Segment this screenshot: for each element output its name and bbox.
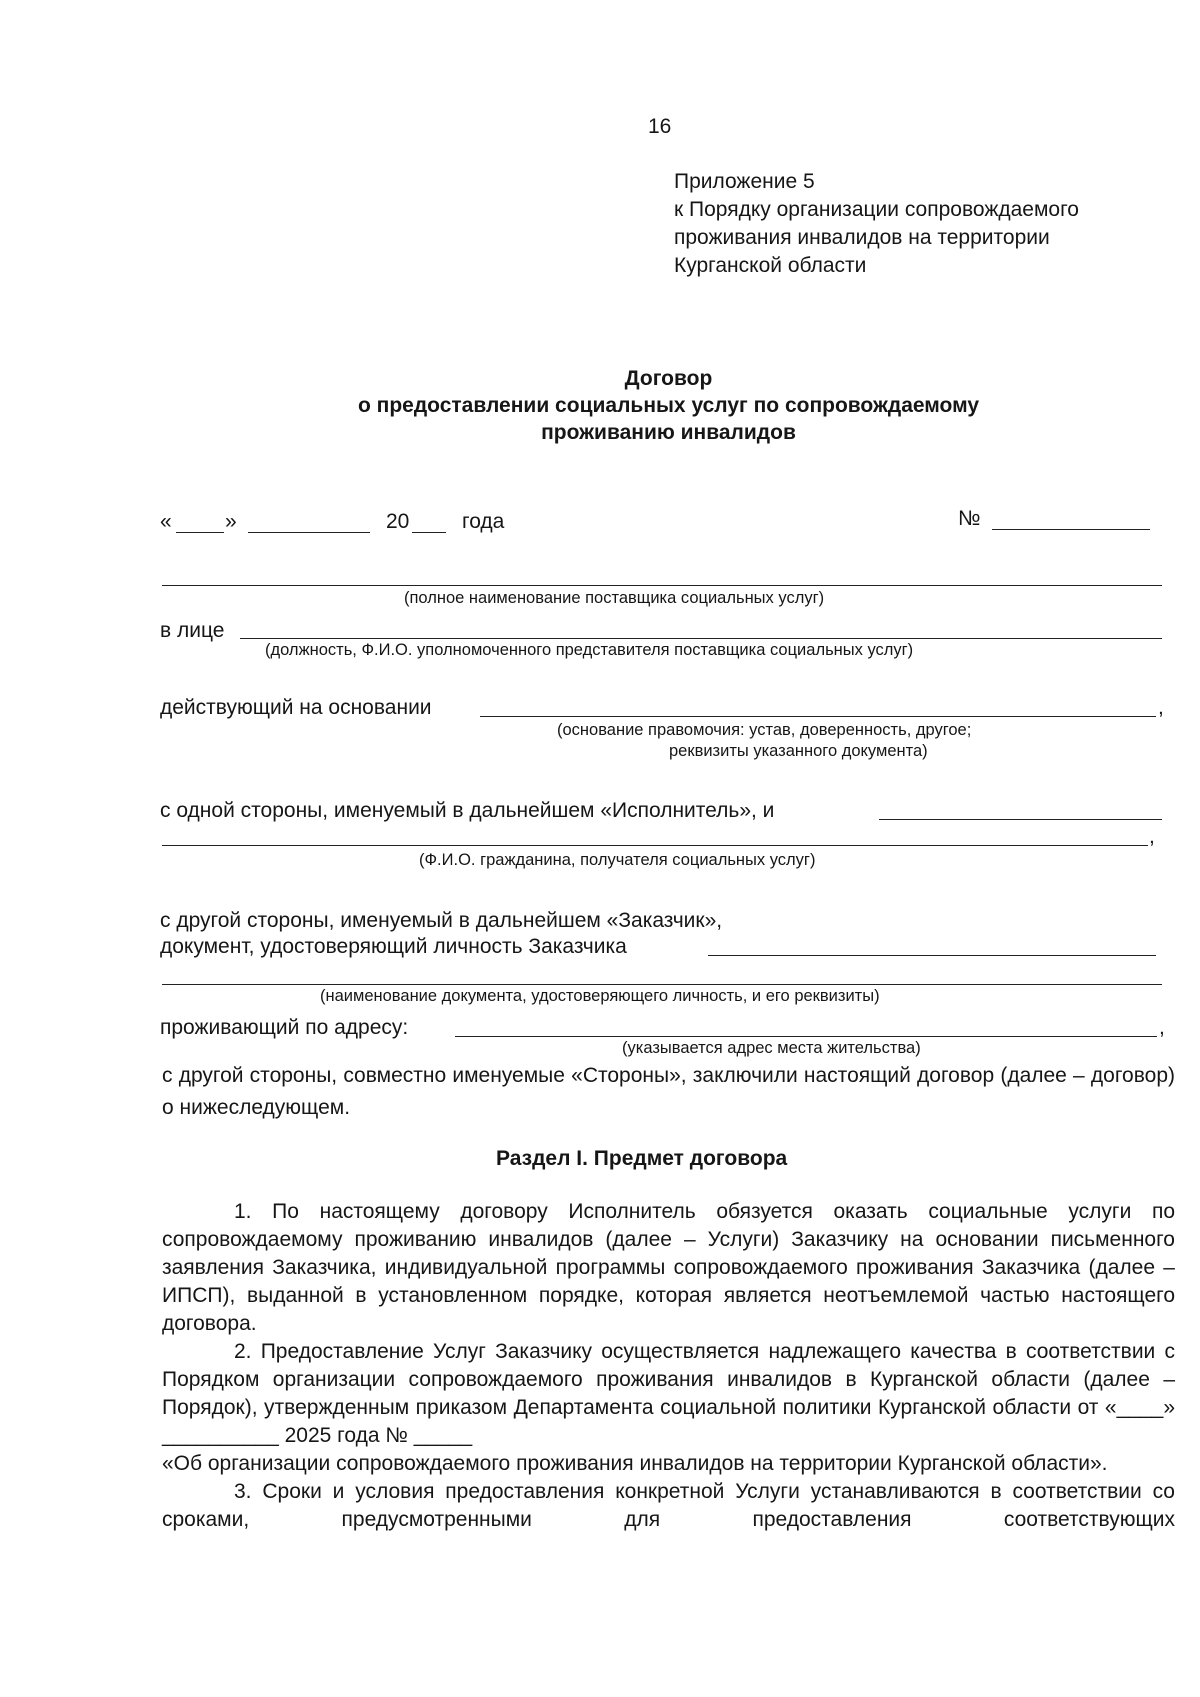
- basis-caption-1: (основание правомочия: устав, доверенность, другое;: [557, 721, 972, 739]
- address-blank[interactable]: [455, 1036, 1157, 1037]
- basis-label: действующий на основании: [160, 696, 432, 719]
- citizen-comma: ,: [1149, 825, 1155, 848]
- clause-1: 1. По настоящему договору Исполнитель обязуется оказать социальные услуги по сопровождаемому проживанию инвалидов (далее – Услуги) Заказчику на основании письменного заявления Заказчика, индивидуальной программы сопровождаемого проживания Заказчика (далее – ИПСП), выданной в установленном порядке, которая является неотъемлемой частью настоящего договора.: [162, 1200, 1175, 1335]
- person-blank[interactable]: [240, 638, 1162, 639]
- appendix-line-4: Курганской области: [674, 254, 867, 277]
- address-comma: ,: [1159, 1016, 1165, 1039]
- citizen-caption: (Ф.И.О. гражданина, получателя социальных услуг): [419, 851, 816, 869]
- title-line-1: Договор: [624, 367, 713, 390]
- title-line-2: о предоставлении социальных услуг по сопровождаемому: [357, 394, 980, 417]
- id-doc-caption: (наименование документа, удостоверяющего личность, и его реквизиты): [320, 987, 880, 1005]
- address-caption: (указывается адрес места жительства): [622, 1039, 921, 1057]
- title-line-3: проживанию инвалидов: [541, 421, 796, 444]
- intro-text: с другой стороны, совместно именуемые «Стороны», заключили настоящий договор (далее – договор) о нижеследующем.: [162, 1064, 1175, 1119]
- section-1-body: [162, 1198, 1175, 1534]
- appendix-line-1: Приложение 5: [674, 170, 815, 193]
- executor-counterparty-blank[interactable]: [879, 819, 1162, 820]
- date-close-quote: »: [225, 510, 237, 533]
- person-label: в лице: [160, 619, 225, 642]
- address-label: проживающий по адресу:: [160, 1016, 409, 1039]
- id-doc-label: документ, удостоверяющий личность Заказчика: [160, 935, 627, 958]
- clause-2: 2. Предоставление Услуг Заказчику осуществляется надлежащего качества в соответствии с Порядком организации сопровождаемого проживания инвалидов в Курганской области (далее – Порядок), утвержденным приказом Департамента социальной политики Курганской области от «____» __________ 2025 года № _____: [162, 1340, 1175, 1447]
- document-title: [162, 365, 1175, 446]
- date-year-prefix: 20: [386, 510, 410, 533]
- date-month-blank[interactable]: [248, 532, 370, 533]
- person-caption: (должность, Ф.И.О. уполномоченного представителя поставщика социальных услуг): [265, 641, 914, 659]
- intro-paragraph: [162, 1060, 1175, 1124]
- basis-comma: ,: [1158, 696, 1164, 719]
- id-doc-blank-2[interactable]: [162, 984, 1162, 985]
- basis-caption-2: реквизиты указанного документа): [669, 742, 928, 760]
- appendix-line-3: проживания инвалидов на территории: [674, 226, 1050, 249]
- clause-3: 3. Сроки и условия предоставления конкретной Услуги устанавливаются в соответствии со сроками, предусмотренными для предоставления соответствующих: [162, 1480, 1175, 1531]
- executor-text: с одной стороны, именуемый в дальнейшем «Исполнитель», и: [160, 799, 775, 822]
- contract-number-blank[interactable]: [992, 529, 1150, 530]
- provider-caption: (полное наименование поставщика социальных услуг): [404, 589, 825, 607]
- appendix-block: [674, 168, 1079, 280]
- citizen-name-blank[interactable]: [162, 845, 1148, 846]
- provider-name-blank[interactable]: [162, 585, 1162, 586]
- page-number: 16: [648, 115, 672, 138]
- basis-blank[interactable]: [480, 716, 1156, 717]
- appendix-line-2: к Порядку организации сопровождаемого: [674, 198, 1079, 221]
- id-doc-blank-1[interactable]: [708, 955, 1156, 956]
- date-year-suffix: года: [462, 510, 505, 533]
- date-year-blank[interactable]: [412, 532, 446, 533]
- date-open-quote: «: [160, 510, 172, 533]
- customer-text: с другой стороны, именуемый в дальнейшем «Заказчик»,: [160, 909, 723, 932]
- date-day-blank[interactable]: [176, 532, 224, 533]
- section-1-heading: Раздел I. Предмет договора: [496, 1147, 788, 1170]
- clause-2-continued: «Об организации сопровождаемого проживания инвалидов на территории Курганской области».: [162, 1452, 1108, 1475]
- contract-number-label: №: [958, 507, 981, 530]
